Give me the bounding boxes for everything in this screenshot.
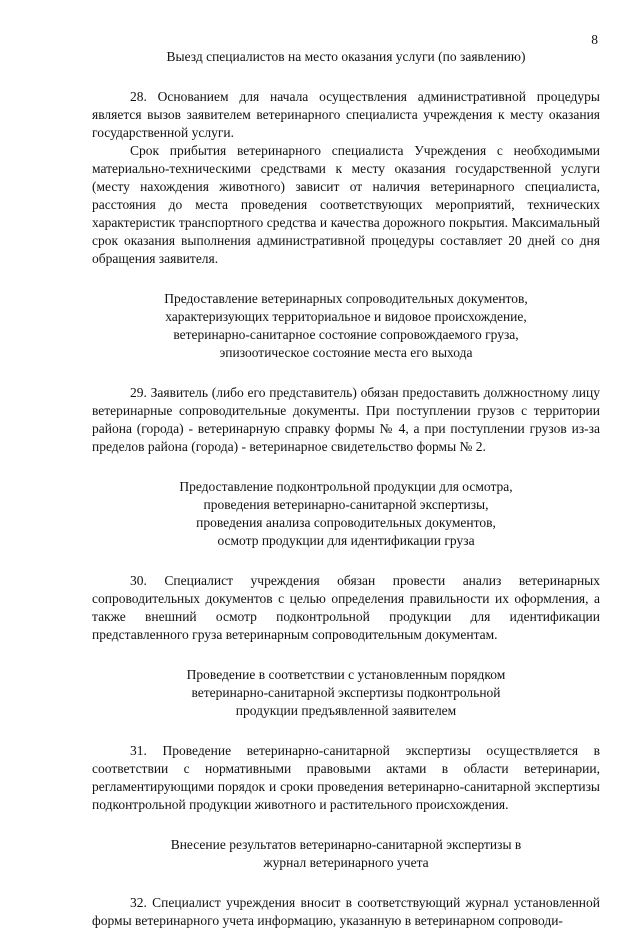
heading-line: Внесение результатов ветеринарно-санитарной экспертизы в [170, 837, 522, 852]
section-heading-5 [92, 836, 600, 872]
heading-line: журнал ветеринарного учета [263, 855, 429, 870]
heading-line: Выезд специалистов на место оказания услуги (по заявлению) [166, 49, 526, 64]
paragraph-29: 29. Заявитель (либо его представитель) обязан предоставить должностному лицу ветеринарные сопроводительные документы. При поступлении грузов с территории района (города) - ветеринарную справку формы № 4, а при поступлении грузов из-за пределов района (города) - ветеринарное свидетельство формы № 2. [92, 385, 600, 454]
paragraph-28: 28. Основанием для начала осуществления административной процедуры является вызов заявителем ветеринарного специалиста учреждения к месту оказания государственной услуги. [92, 89, 600, 140]
heading-line: проведения анализа сопроводительных документов, [196, 515, 496, 530]
section-heading-4 [92, 666, 600, 720]
section-heading-1 [92, 48, 600, 66]
paragraph-30: 30. Специалист учреждения обязан провести анализ ветеринарных сопроводительных документов с целью определения правильности их оформления, а также внешний осмотр подконтрольной продукции для идентификации представленного груза ветеринарным сопроводительным документам. [92, 573, 600, 642]
heading-line: осмотр продукции для идентификации груза [217, 533, 475, 548]
heading-line: продукции предъявленной заявителем [235, 703, 457, 718]
section-heading-2 [92, 290, 600, 362]
heading-line: характеризующих территориальное и видовое происхождение, [165, 309, 527, 324]
page-number: 8 [591, 32, 598, 47]
heading-line: Предоставление подконтрольной продукции для осмотра, [179, 479, 513, 494]
paragraph-28-cont: Срок прибытия ветеринарного специалиста Учреждения с необходимыми материально-техническими средствами к месту оказания государственной услуги (месту нахождения животного) зависит от наличия ветеринарного специалиста, расстояния до места проведения соответствующих мероприятий, технических характеристик транспортного средства и качества дорожного покрытия. Максимальный срок оказания выполнения административной процедуры составляет 20 дней со дня обращения заявителя. [92, 143, 600, 266]
heading-line: проведения ветеринарно-санитарной экспертизы, [203, 497, 489, 512]
heading-line: Проведение в соответствии с установленным порядком [186, 667, 506, 682]
paragraph-31: 31. Проведение ветеринарно-санитарной экспертизы осуществляется в соответствии с нормативными правовыми актами в области ветеринарии, регламентирующими порядок и сроки проведения ветеринарно-санитарной экспертизы подконтрольной продукции животного и растительного происхождения. [92, 743, 600, 812]
heading-line: Предоставление ветеринарных сопроводительных документов, [164, 291, 528, 306]
heading-line: ветеринарно-санитарной экспертизы подконтрольной [191, 685, 501, 700]
paragraph-32: 32. Специалист учреждения вносит в соответствующий журнал установленной формы ветеринарного учета информацию, указанную в ветеринарном сопроводи- [92, 895, 600, 928]
heading-line: ветеринарно-санитарное состояние сопровождаемого груза, [173, 327, 519, 342]
section-heading-3 [92, 478, 600, 550]
heading-line: эпизоотическое состояние места его выхода [219, 345, 473, 360]
